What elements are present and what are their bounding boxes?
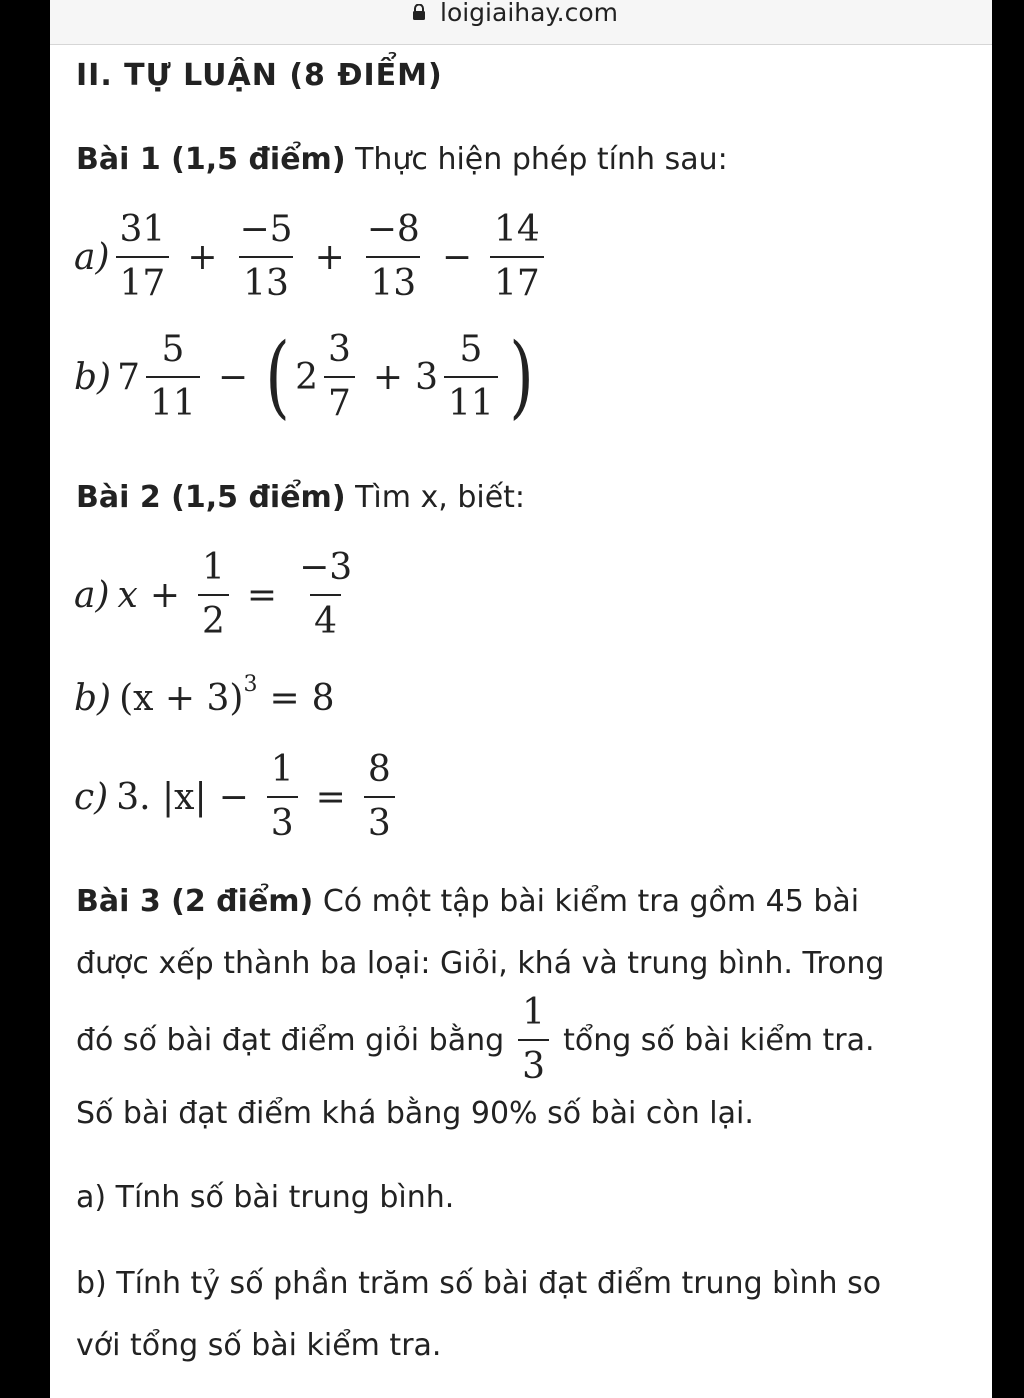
lock-icon (412, 4, 426, 20)
bai3-line3: đó số bài đạt điểm giỏi bằng $\frac{1}{3}$ tổng số bài kiểm tra. (76, 992, 875, 1087)
fraction: $\frac{5}{11}$ (146, 332, 200, 422)
bai1-prompt: Thực hiện phép tính sau: (355, 142, 728, 177)
bai1-a-expression: a) $\frac{31}{17}$ + $\frac{-5}{13}$ + $\frac{-8}{13}$ − $\frac{14}{17}$ (74, 212, 550, 302)
bai3-question-b-line1: b) Tính tỷ số phần trăm số bài đạt điểm trung bình so (76, 1266, 882, 1301)
bai3-line1: Bài 3 (2 điểm) Có một tập bài kiểm tra gồm 45 bài (76, 884, 860, 919)
bai2-b-label: b) (74, 678, 112, 719)
bai1-b-expression: b) 7 $\frac{5}{11}$ − ( 2 $\frac{3}{7}$ + 3 $\frac{5}{11}$ ) (74, 324, 534, 429)
bai2-c-label: c) (74, 776, 109, 818)
bai3-question-a: a) Tính số bài trung bình. (76, 1180, 455, 1215)
fraction: $\frac{3}{7}$ (324, 332, 355, 422)
bai1-b-label: b) (74, 356, 112, 398)
fraction: $\frac{1}{3}$ (267, 752, 298, 842)
fraction: $\frac{1}{2}$ (198, 550, 229, 640)
fraction: $\frac{-8}{13}$ (366, 209, 420, 304)
bai1-heading-line (76, 142, 728, 177)
section-title: II. TỰ LUẬN (8 ĐIỂM) (76, 58, 443, 93)
bai2-c-expression: c) 3. |x| − $\frac{1}{3}$ = $\frac{8}{3}$ (74, 752, 401, 842)
url-text: loigiaihay.com (440, 0, 619, 27)
bai2-prompt: Tìm x, biết: (355, 480, 526, 515)
fraction: $\frac{5}{11}$ (444, 332, 498, 422)
bai3-line2: được xếp thành ba loại: Giỏi, khá và trung bình. Trong (76, 946, 885, 981)
bai2-a-label: a) (74, 574, 110, 616)
bai3-question-b-line2: với tổng số bài kiểm tra. (76, 1328, 442, 1363)
bai2-b-expression: b) (x + 3) $^3$ = 8 (74, 672, 335, 719)
bai3-heading: Bài 3 (2 điểm) (76, 884, 314, 919)
page (50, 0, 992, 1398)
fraction: $\frac{-5}{13}$ (239, 209, 293, 304)
fraction: $\frac{14}{17}$ (490, 212, 544, 302)
bai3-line4: Số bài đạt điểm khá bằng 90% số bài còn lại. (76, 1096, 754, 1131)
bai2-a-expression: a) x + $\frac{1}{2}$ = $\frac{-3}{4}$ (74, 550, 362, 640)
bai2-heading: Bài 2 (1,5 điểm) (76, 480, 346, 515)
bai1-heading: Bài 1 (1,5 điểm) (76, 142, 346, 177)
fraction: $\frac{31}{17}$ (116, 212, 170, 302)
bai2-heading-line (76, 480, 525, 515)
fraction: $\frac{8}{3}$ (364, 752, 395, 842)
bai1-a-label: a) (74, 236, 110, 278)
fraction: $\frac{-3}{4}$ (299, 547, 353, 642)
browser-url-bar[interactable] (50, 0, 992, 45)
fraction: $\frac{1}{3}$ (518, 995, 549, 1085)
